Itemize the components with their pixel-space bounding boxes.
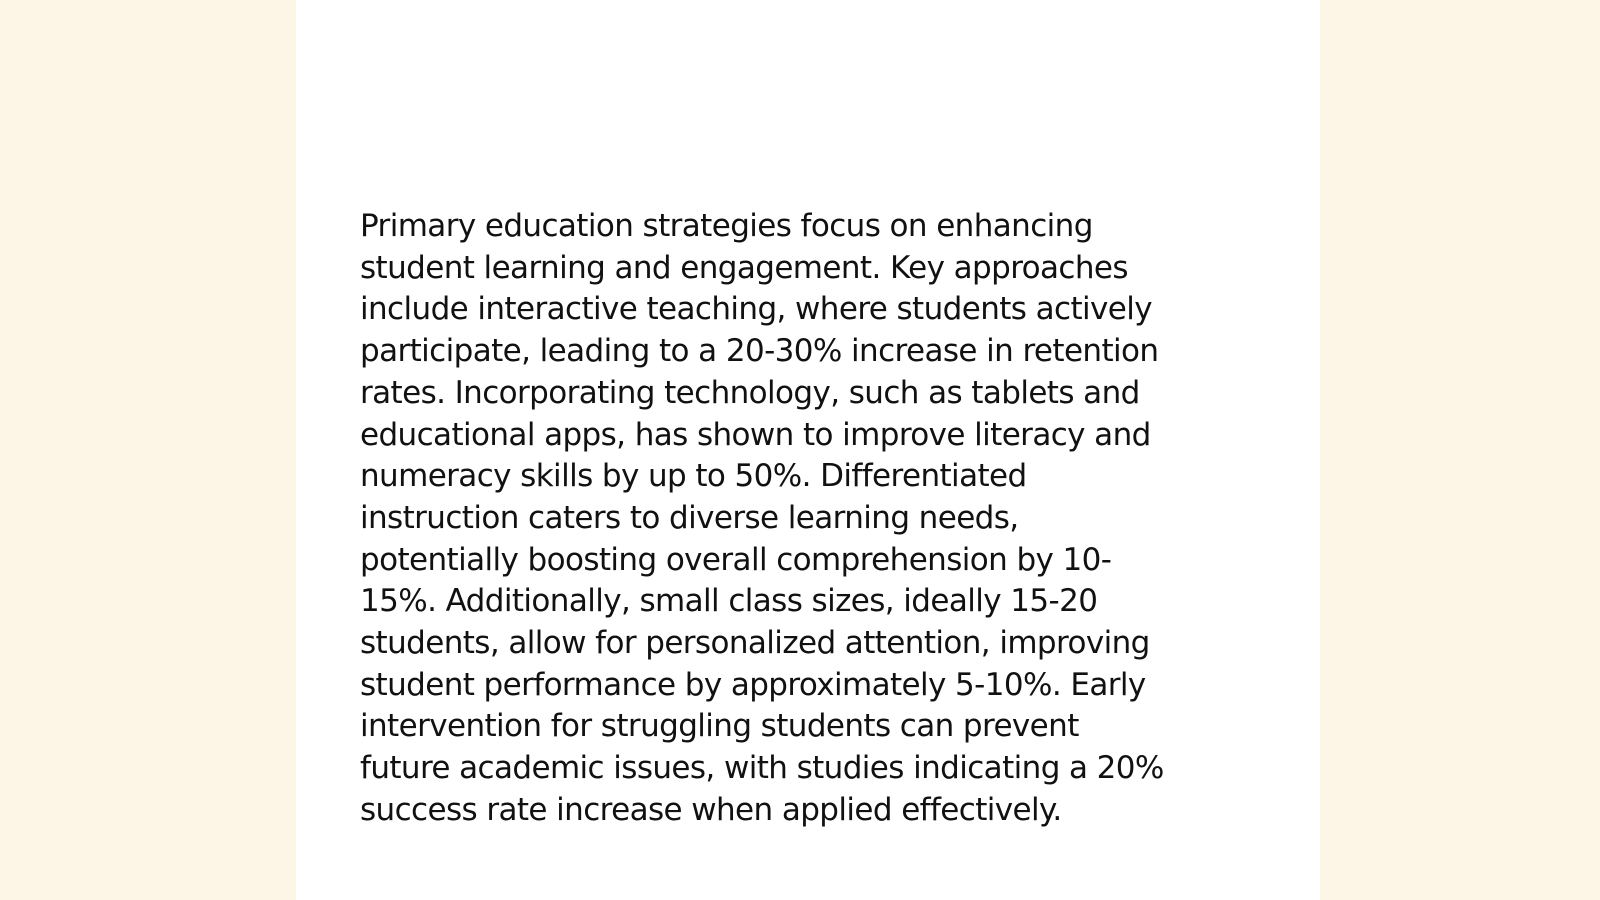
body-paragraph bbox=[360, 206, 1240, 832]
document-page bbox=[296, 0, 1320, 900]
paragraph-line: students, allow for personalized attention, improving bbox=[360, 625, 1150, 662]
paragraph-line: include interactive teaching, where students actively bbox=[360, 291, 1153, 328]
paragraph-line: success rate increase when applied effectively. bbox=[360, 791, 1062, 828]
paragraph-line: Primary education strategies focus on enhancing bbox=[360, 208, 1093, 244]
paragraph-line: student performance by approximately 5-10%. Early bbox=[360, 666, 1146, 703]
paragraph-line: intervention for struggling students can prevent bbox=[360, 708, 1079, 745]
paragraph-line: instruction caters to diverse learning needs, bbox=[360, 499, 1019, 536]
paragraph-line: future academic issues, with studies indicating a 20% bbox=[360, 750, 1164, 787]
paragraph-line: potentially boosting overall comprehension by 10- bbox=[360, 541, 1112, 578]
paragraph-line: numeracy skills by up to 50%. Differentiated bbox=[360, 458, 1027, 495]
paragraph-line: 15%. Additionally, small class sizes, ideally 15-20 bbox=[360, 583, 1098, 620]
paragraph-line: educational apps, has shown to improve literacy and bbox=[360, 416, 1151, 453]
paragraph-line: student learning and engagement. Key approaches bbox=[360, 249, 1128, 286]
paragraph-line: rates. Incorporating technology, such as tablets and bbox=[360, 374, 1140, 411]
paragraph-line: participate, leading to a 20-30% increase in retention bbox=[360, 333, 1159, 370]
